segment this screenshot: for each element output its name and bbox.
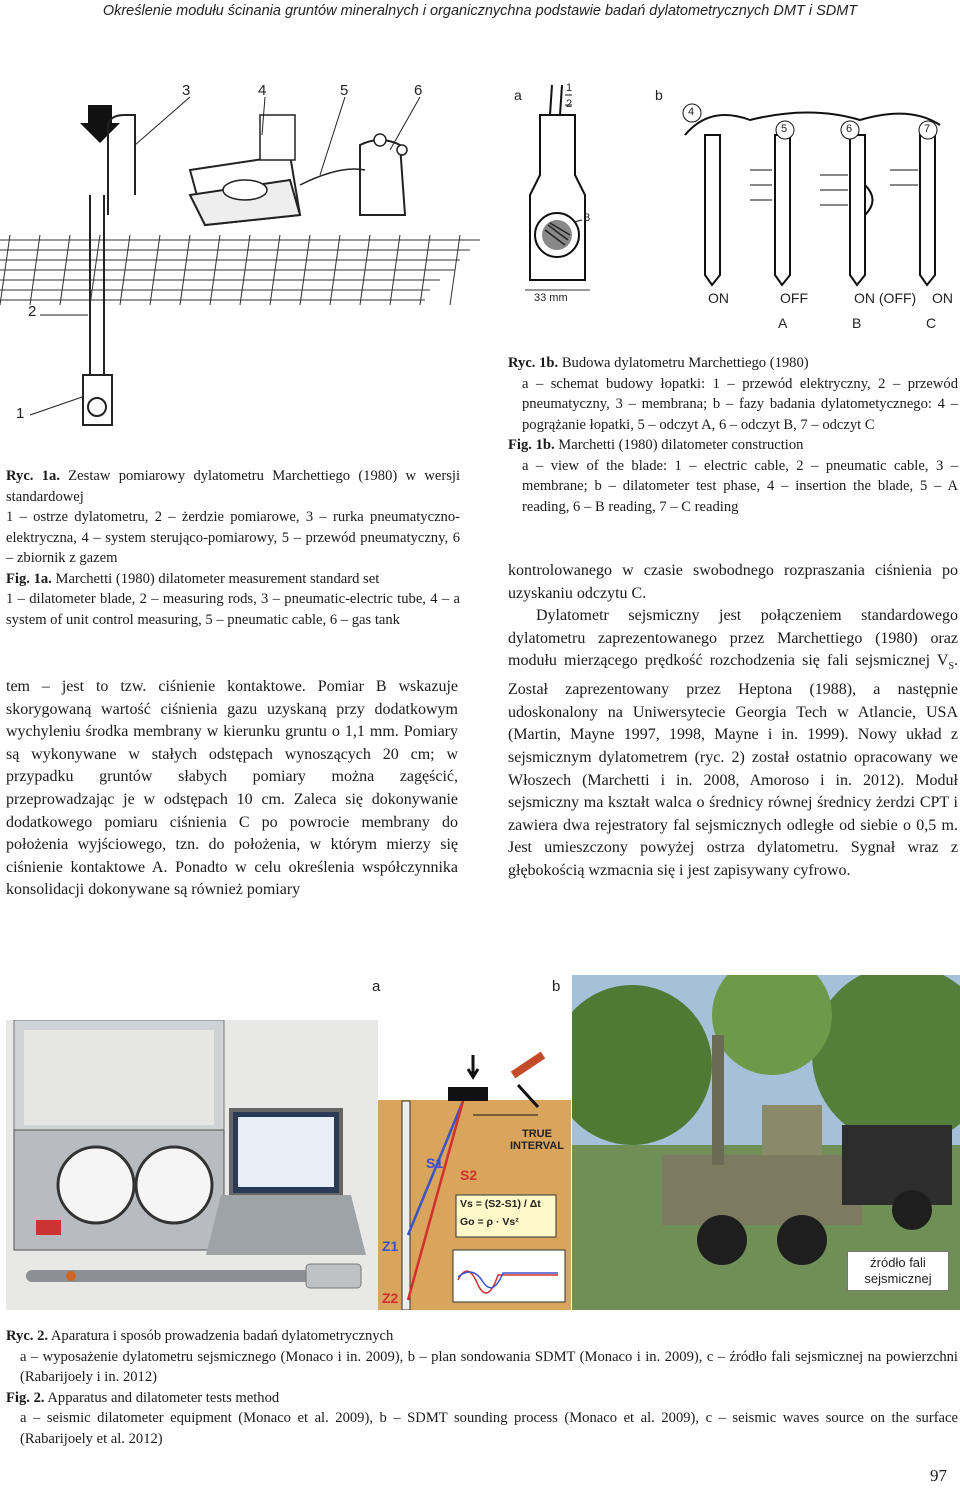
fig1a-label-3: 3 <box>182 82 191 99</box>
fig1b-num-1: 1 <box>566 82 573 94</box>
fig1b-num-7: 7 <box>924 123 931 135</box>
fig1a-label-4: 4 <box>258 82 267 99</box>
fig2-label-a: a <box>372 978 381 995</box>
fig1b-reading-c: C <box>926 315 937 331</box>
fig2b-z1: Z1 <box>382 1238 399 1254</box>
body-right-para-2: Dylatometr sejsmiczny jest połączeniem standardowego dylatometru zaprezentowanego przez Marchettiego (1980) oraz modułu mierzącego prędkość rozchodzenia się fali sejsmicznej $V_S$. Został zaprezentowany przez Heptona (1988), a następnie udoskonalony na Uniwersytecie Georgia Tech w Atlancie, USA (Martin, Mayne 1997, 1998, Mayne i in. 1999). Nowy układ z sejsmicznym dylatometrem (ryc. 2) został ostatnio opracowany we Włoszech (Marchetti i in. 2008, Amoroso i in. 2012). Moduł sejsmiczny ma kształt walca o średnicy równej średnicy żerdzi CPT i zawiera dwa rejestratory fal sejsmicznych odległe od siebie o 0,5 m. Jest umieszczony powyżej ostrza dylatometru. Sygnał wraz z głębokością wzmacnia się i jest zapisywany cyfrowo. <box>508 607 958 879</box>
fig1b-state-on-2: ON <box>932 290 953 306</box>
fig2-label-b: b <box>552 978 561 995</box>
body-left-column: tem – jest to tzw. ciśnienie kontaktowe. Pomiar B wskazuje skorygowaną wartość ciśnienia gazu uzyskaną przy dodatkowym wychyleniu środka membrany w kierunku gruntu o 1,1 mm. Pomiary są wykonywane w stałych odstępach wynoszących 20 cm; w przypadku gruntów słabych pomiary można zagęścić, przeprowadzając je w odstępach 10 cm. Zaleca się dokonywanie dodatkowego pomiaru ciśnienia C po powrocie membrany do położenia wyjściowego, tzn. do położenia, w którym mierzy się ciśnienie kontaktowe A. Ponadto w celu określenia współczynnika konsolidacji dokonywane są również pomiary <box>6 678 458 899</box>
fig2c-field-photo <box>572 975 960 1310</box>
fig1b-state-off: OFF <box>780 290 808 306</box>
fig2b-s2: S2 <box>460 1167 478 1183</box>
fig2b-formula-vs: Vs = (S2-S1) / Δt <box>460 1198 541 1210</box>
body-right-column <box>508 560 958 883</box>
fig2b-formula-go: Go = ρ · Vs² <box>460 1216 519 1228</box>
fig1b-num-3: 3 <box>584 212 591 224</box>
fig1b-scale: 33 mm <box>534 292 568 304</box>
fig1b-state-on-off: ON (OFF) <box>854 290 917 306</box>
fig1a-drawing <box>0 75 480 435</box>
fig1a-label-1: 1 <box>16 405 25 422</box>
fig1b-state-on: ON <box>708 290 729 306</box>
fig1b-caption: Ryc. 1b. Budowa dylatometru Marchettiego (1980) a – schemat budowy łopatki: 1 – przewód elektryczny, 2 – przewód pneumatyczny, 3 – membrana; b – fazy badania dylatometycznego: 4 – pogrążanie łopatki, 5 – odczyt A, 6 – odczyt B, 7 – odczyt C Fig. 1b. Marchetti (1980) dilatometer construction a – view of the blade: 1 – electric cable, 2 – pneumatic cable, 3 – membrane; b – dilatometer test phase, 4 – insertion the blade, 5 – A reading, 6 – B reading, 7 – C reading <box>508 355 958 515</box>
fig1a-label-6: 6 <box>414 82 423 99</box>
fig2b-true-interval: TRUE INTERVAL <box>510 1128 564 1152</box>
fig2b-sdmt-diagram <box>378 1035 571 1310</box>
fig2c-source-label: źródło fali sejsmicznej <box>847 1251 949 1291</box>
fig2a-equipment-photo <box>6 1020 378 1310</box>
fig1b-reading-a: A <box>778 315 788 331</box>
page-number: 97 <box>930 1466 947 1485</box>
fig2b-z2: Z2 <box>382 1290 399 1306</box>
fig1b-label-a: a <box>514 87 522 103</box>
body-right-para-1: kontrolowanego w czasie swobodnego rozpraszania ciśnienia po uzyskaniu odczytu C. <box>508 562 958 602</box>
fig2b-s1: S1 <box>426 1155 444 1171</box>
fig1b-label-b: b <box>655 87 663 103</box>
fig2-caption: Ryc. 2. Aparatura i sposób prowadzenia badań dylatometrycznych a – wyposażenie dylatometru sejsmicznego (Monaco i in. 2009), b – plan sondowania SDMT (Monaco i in. 2009), c – źródło fali sejsmicznej na powierzchni (Rabarijoely i in. 2012) Fig. 2. Apparatus and dilatometer tests method a – seismic dilatometer equipment (Monaco et al. 2009), b – SDMT sounding process (Monaco et al. 2009), c – seismic waves source on the surface (Rabarijoely et al. 2012) <box>6 1328 958 1447</box>
fig1b-num-5: 5 <box>781 123 788 135</box>
fig1b-num-2: 2 <box>566 98 573 110</box>
fig1a-caption: Ryc. 1a. Zestaw pomiarowy dylatometru Marchettiego (1980) w wersji standardowej 1 – ostrze dylatometru, 2 – żerdzie pomiarowe, 3 – rurka pneumatyczno-elektryczna, 4 – system sterująco-pomiarowy, 5 – przewód pneumatyczny, 6 – zbiornik z gazem Fig. 1a. Marchetti (1980) dilatometer measurement standard set 1 – dilatometer blade, 2 – measuring rods, 3 – pneumatic-electric tube, 4 – a system of unit control measuring, 5 – pneumatic cable, 6 – gas tank <box>6 468 460 628</box>
fig1b-reading-b: B <box>852 315 862 331</box>
fig1a-label-5: 5 <box>340 82 349 99</box>
running-header: Określenie modułu ścinania gruntów mineralnych i organicznychna podstawie badań dylatometrycznych DMT i SDMT <box>102 3 858 19</box>
fig1b-num-4: 4 <box>688 106 695 118</box>
fig1a-label-2: 2 <box>28 303 37 320</box>
fig1b-num-6: 6 <box>846 123 853 135</box>
